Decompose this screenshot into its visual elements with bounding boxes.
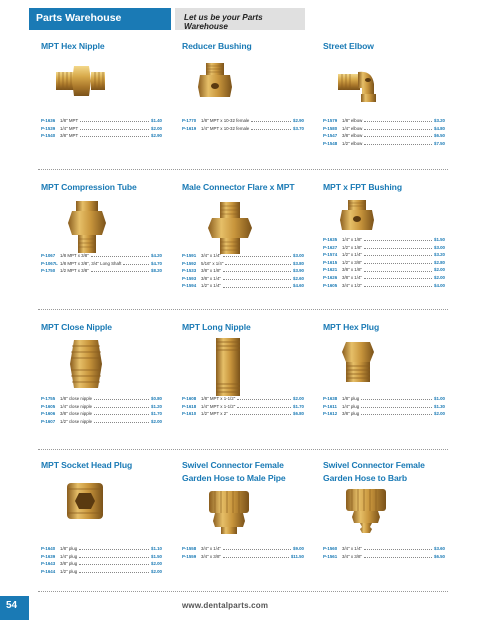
footer-website-link[interactable]: www.dentalparts.com [182, 601, 269, 610]
mpt-long-nipple-image [210, 336, 246, 398]
list-item: P-1605 3/4" x 1/2" $4.00 [323, 282, 445, 288]
section-title-mpt-compression-tube: MPT Compression Tube [41, 182, 137, 192]
list-item: P-1644 1/2" plug $2.00 [41, 568, 162, 574]
list-item: P-1540 3/8" MPT $2.90 [41, 133, 162, 139]
list-item: P-1607 1/2" close nipple $2.00 [41, 418, 162, 424]
list-item: P-1574 1/2" x 1/4" $3.20 [323, 252, 445, 258]
list-item: P-1547 3/8" elbow $6.50 [323, 133, 445, 139]
mpt-compression-tube-image [64, 199, 114, 255]
list-street-elbow [323, 117, 445, 147]
list-item: P-1636 1/8" MPT $1.40 [41, 118, 162, 123]
list-swivel-connector-barb [323, 545, 445, 560]
list-item: P-1615 1/2" x 3/8" $2.80 [323, 259, 445, 265]
section-title-swivel-connector-male-pipe: Swivel Connector Female Garden Hose to Male Pipe [182, 460, 286, 483]
list-item: P-1755 1/8" close nipple $0.80 [41, 396, 162, 401]
list-item: P-1611 1/4" plug $1.30 [323, 403, 445, 409]
swivel-connector-barb-image [342, 485, 390, 535]
page-number-badge [0, 596, 29, 620]
list-item: P-1618 1/4" MPT x 1-1/2" $1.70 [182, 403, 304, 409]
list-item: P-1548 1/2" elbow $7.50 [323, 140, 445, 146]
section-divider [38, 449, 448, 450]
list-item: P-1638 1/8" plug $1.00 [323, 396, 445, 401]
list-item: P-1579 1/8" elbow $3.20 [323, 118, 445, 123]
list-item: P-1539 1/4" MPT $2.00 [41, 125, 162, 131]
list-item: P-1558 3/4" x 1/4" $9.00 [182, 546, 304, 551]
male-connector-flare-mpt-image [206, 200, 254, 256]
section-title-mpt-socket-head-plug: MPT Socket Head Plug [41, 460, 133, 470]
list-mpt-fpt-bushing [323, 236, 445, 289]
list-mpt-socket-head-plug [41, 545, 162, 575]
mpt-hex-plug-image [338, 340, 378, 384]
header-tagline-bar [175, 8, 305, 30]
list-item: P-1067 1/8 MPT x 3/8" $4.20 [41, 253, 162, 258]
list-item: P-1619 1/4" MPT x 10-32 female $3.70 [182, 125, 304, 131]
section-title-street-elbow: Street Elbow [323, 41, 374, 51]
list-item: P-1612 3/8" plug $2.00 [323, 411, 445, 417]
mpt-fpt-bushing-image [338, 198, 376, 234]
street-elbow-image [334, 60, 382, 104]
list-mpt-hex-plug [323, 395, 445, 418]
list-item: P-1610 1/2" MPT x 2" $6.80 [182, 411, 304, 417]
header-title: Parts Warehouse [36, 12, 122, 24]
list-mpt-close-nipple [41, 395, 162, 425]
list-item: P-1608 1/8" MPT x 1-1/2" $2.00 [182, 396, 304, 401]
list-item: P-1067L 1/8 MPT x 3/8", 3/4" Long Shaft $4.70 [41, 260, 162, 266]
swivel-connector-male-pipe-image [205, 487, 253, 535]
section-divider [38, 591, 448, 592]
section-title-mpt-hex-plug: MPT Hex Plug [323, 322, 380, 332]
section-title-reducer-bushing: Reducer Bushing [182, 41, 252, 51]
header-tagline: Let us be your Parts Warehouse [184, 13, 263, 31]
list-item: P-1640 1/8" plug $1.10 [41, 546, 162, 551]
section-divider [38, 309, 448, 310]
page-number: 54 [6, 600, 18, 611]
mpt-close-nipple-image [66, 338, 106, 390]
section-title-mpt-close-nipple: MPT Close Nipple [41, 322, 112, 332]
list-item: P-1643 3/8" plug $2.00 [41, 561, 162, 567]
mpt-socket-head-plug-image [63, 479, 107, 523]
section-title-mpt-hex-nipple: MPT Hex Nipple [41, 41, 105, 51]
section-title-mpt-long-nipple: MPT Long Nipple [182, 322, 251, 332]
list-item: P-1750 1/2 MPT x 3/8" $8.20 [41, 268, 162, 274]
list-item: P-1591 3/4" x 1/4" $3.00 [182, 253, 304, 258]
list-item: P-1559 3/4" x 3/8" $11.50 [182, 553, 304, 559]
mpt-hex-nipple-image [53, 60, 108, 102]
list-mpt-long-nipple [182, 395, 304, 418]
header-title-bar [29, 8, 171, 30]
list-item: P-1593 3/8" x 1/4" $2.60 [182, 275, 304, 281]
reducer-bushing-image [196, 61, 234, 101]
list-item: P-1561 3/4" x 3/8" $6.50 [323, 553, 445, 559]
section-divider [38, 169, 448, 170]
list-item: P-1592 5/16" x 1/4" $3.80 [182, 260, 304, 266]
list-item: P-1770 1/8" MPT x 10-32 female $2.90 [182, 118, 304, 123]
list-mpt-hex-nipple [41, 117, 162, 140]
list-reducer-bushing [182, 117, 304, 132]
section-title-male-connector-flare-mpt: Male Connector Flare x MPT [182, 182, 295, 192]
list-item: P-1594 1/2" x 1/4" $4.60 [182, 283, 304, 289]
list-item: P-1627 1/2" x 1/8" $3.00 [323, 244, 445, 250]
list-item: P-1580 1/4" elbow $4.80 [323, 125, 445, 131]
list-swivel-connector-male-pipe [182, 545, 304, 560]
section-title-mpt-fpt-bushing: MPT x FPT Bushing [323, 182, 402, 192]
list-item: P-1606 3/8" close nipple $1.70 [41, 411, 162, 417]
list-item: P-1605 1/4" close nipple $1.20 [41, 403, 162, 409]
list-item: P-1533 3/8" x 1/8" $3.90 [182, 268, 304, 274]
list-item: P-1626 3/8" x 1/4" $2.00 [323, 274, 445, 280]
list-item: P-1621 3/8" x 1/8" $2.00 [323, 267, 445, 273]
list-mpt-compression-tube [41, 252, 162, 275]
list-item: P-1635 1/4" x 1/8" $1.50 [323, 237, 445, 242]
list-male-connector-flare-mpt [182, 252, 304, 290]
list-item: P-1639 1/4" plug $1.50 [41, 553, 162, 559]
section-title-swivel-connector-barb: Swivel Connector Female Garden Hose to Barb [323, 460, 425, 483]
list-item: P-1560 3/4" x 1/4" $3.60 [323, 546, 445, 551]
